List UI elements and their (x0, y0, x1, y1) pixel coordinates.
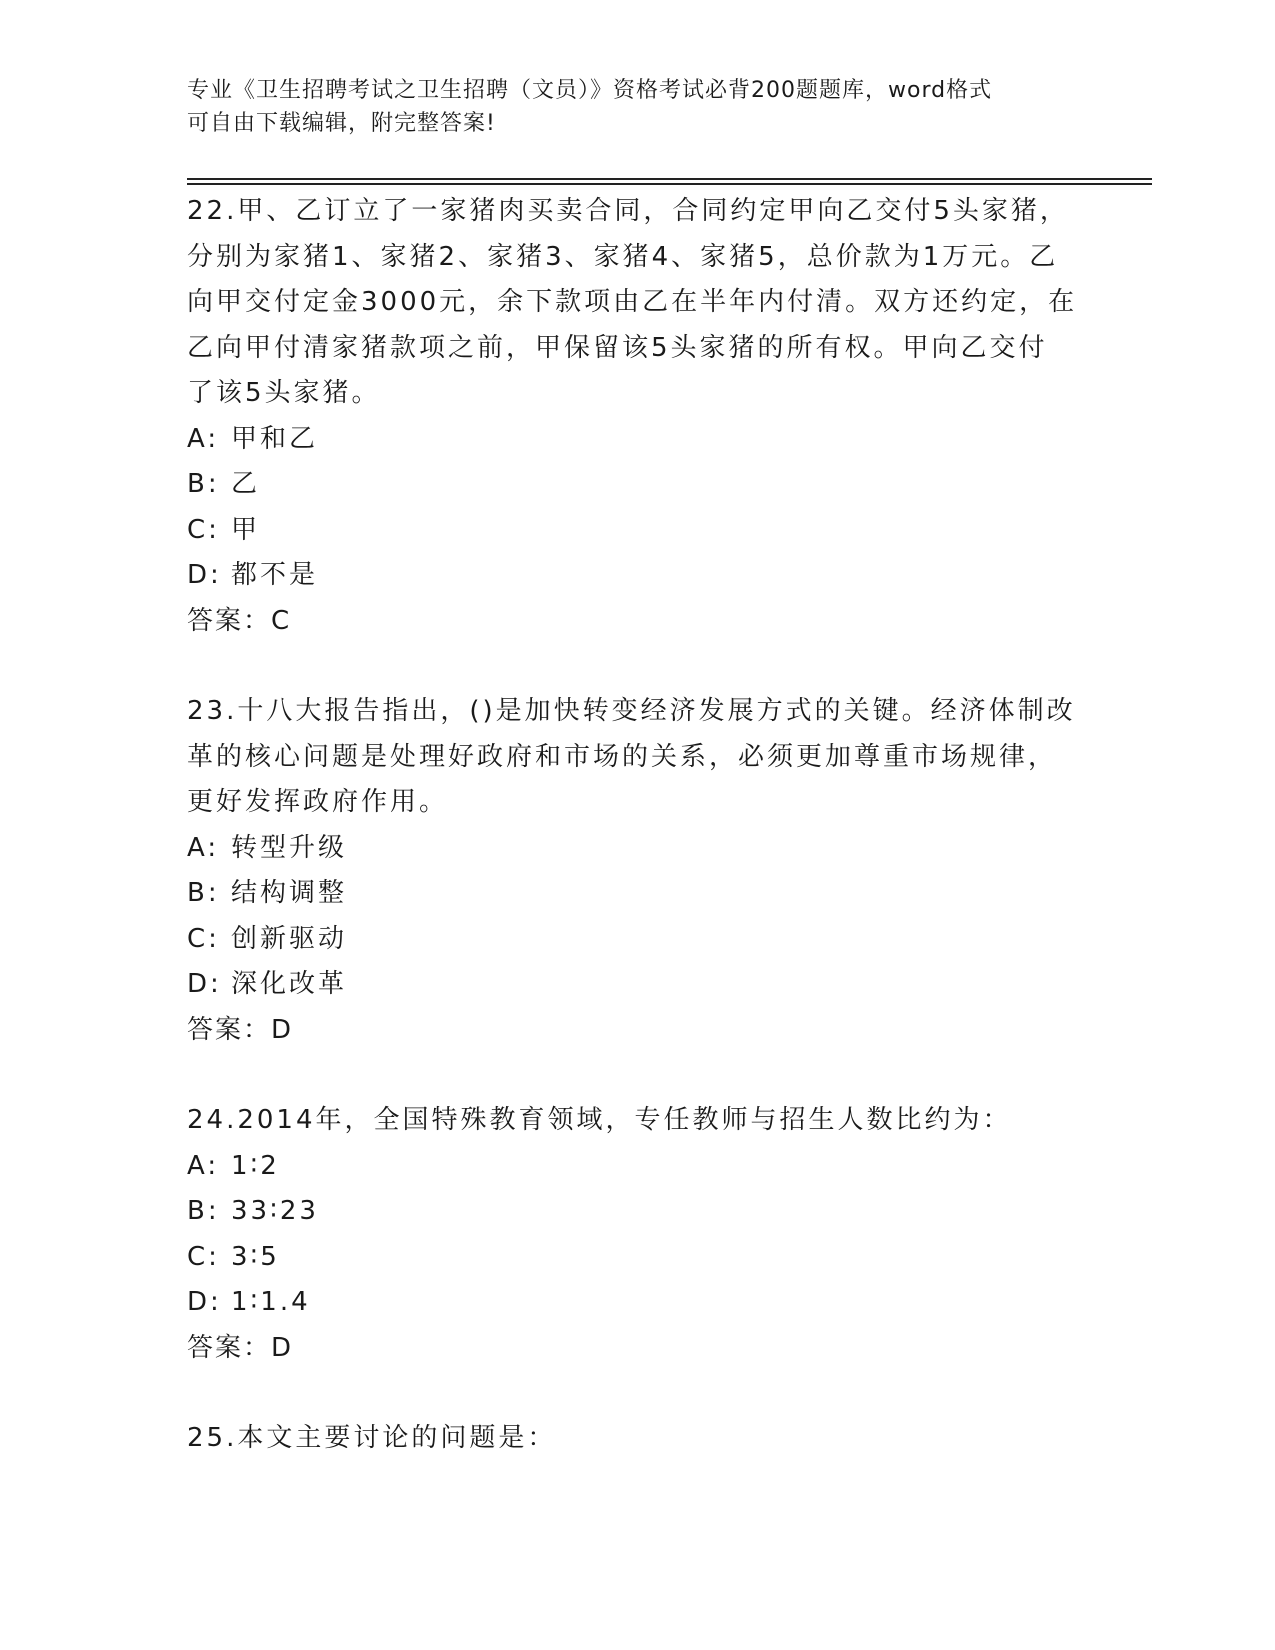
question-22-line-4: 乙向甲付清家猪款项之前，甲保留该5头家猪的所有权。甲向乙交付 (187, 332, 1048, 363)
question-23-option-c: C: 创新驱动 (187, 923, 348, 954)
question-22-option-c: C: 甲 (187, 514, 261, 545)
question-24-option-d: D: 1∶1.4 (187, 1287, 311, 1317)
header-line-2: 可自由下载编辑，附完整答案! (187, 111, 496, 136)
question-23-option-d: D: 深化改革 (187, 969, 348, 999)
question-24-option-b: B: 33∶23 (187, 1196, 319, 1226)
question-23-option-b: B: 结构调整 (187, 878, 348, 908)
question-24-line-1: 24.2014年，全国特殊教育领域，专任教师与招生人数比约为： (187, 1105, 1012, 1135)
question-24 (187, 1098, 1087, 1371)
question-23-line-1: 23.十八大报告指出，()是加快转变经济发展方式的关键。经济体制改 (187, 696, 1076, 726)
question-22-option-a: A: 甲和乙 (187, 423, 319, 454)
question-22-line-3: 向甲交付定金3000元，余下款项由乙在半年内付清。双方还约定，在 (187, 287, 1078, 317)
question-22-line-1: 22.甲、乙订立了一家猪肉买卖合同，合同约定甲向乙交付5头家猪， (187, 196, 1069, 226)
header-divider-bottom (187, 183, 1152, 185)
question-22-answer: 答案：C (187, 605, 292, 636)
header-divider-top (187, 178, 1152, 180)
question-24-option-a: A: 1∶2 (187, 1150, 280, 1181)
question-24-option-c: C: 3∶5 (187, 1241, 280, 1272)
document-header (187, 74, 1087, 140)
question-23-option-a: A: 转型升级 (187, 832, 348, 863)
question-25-line-1: 25.本文主要讨论的问题是： (187, 1423, 557, 1453)
question-23-line-3: 更好发挥政府作用。 (187, 787, 449, 817)
question-22-line-2: 分别为家猪1、家猪2、家猪3、家猪4、家猪5，总价款为1万元。乙 (187, 241, 1059, 272)
question-24-answer: 答案：D (187, 1332, 294, 1363)
question-25 (187, 1416, 1087, 1462)
question-22-option-d: D: 都不是 (187, 560, 319, 590)
question-23 (187, 689, 1087, 1053)
question-22-option-b: B: 乙 (187, 469, 261, 499)
question-22-line-5: 了该5头家猪。 (187, 378, 381, 408)
question-23-answer: 答案：D (187, 1014, 294, 1045)
question-22 (187, 189, 1087, 644)
question-23-line-2: 革的核心问题是处理好政府和市场的关系，必须更加尊重市场规律， (187, 741, 1058, 772)
header-line-1: 专业《卫生招聘考试之卫生招聘（文员）》资格考试必背200题题库，word格式 (187, 78, 993, 103)
